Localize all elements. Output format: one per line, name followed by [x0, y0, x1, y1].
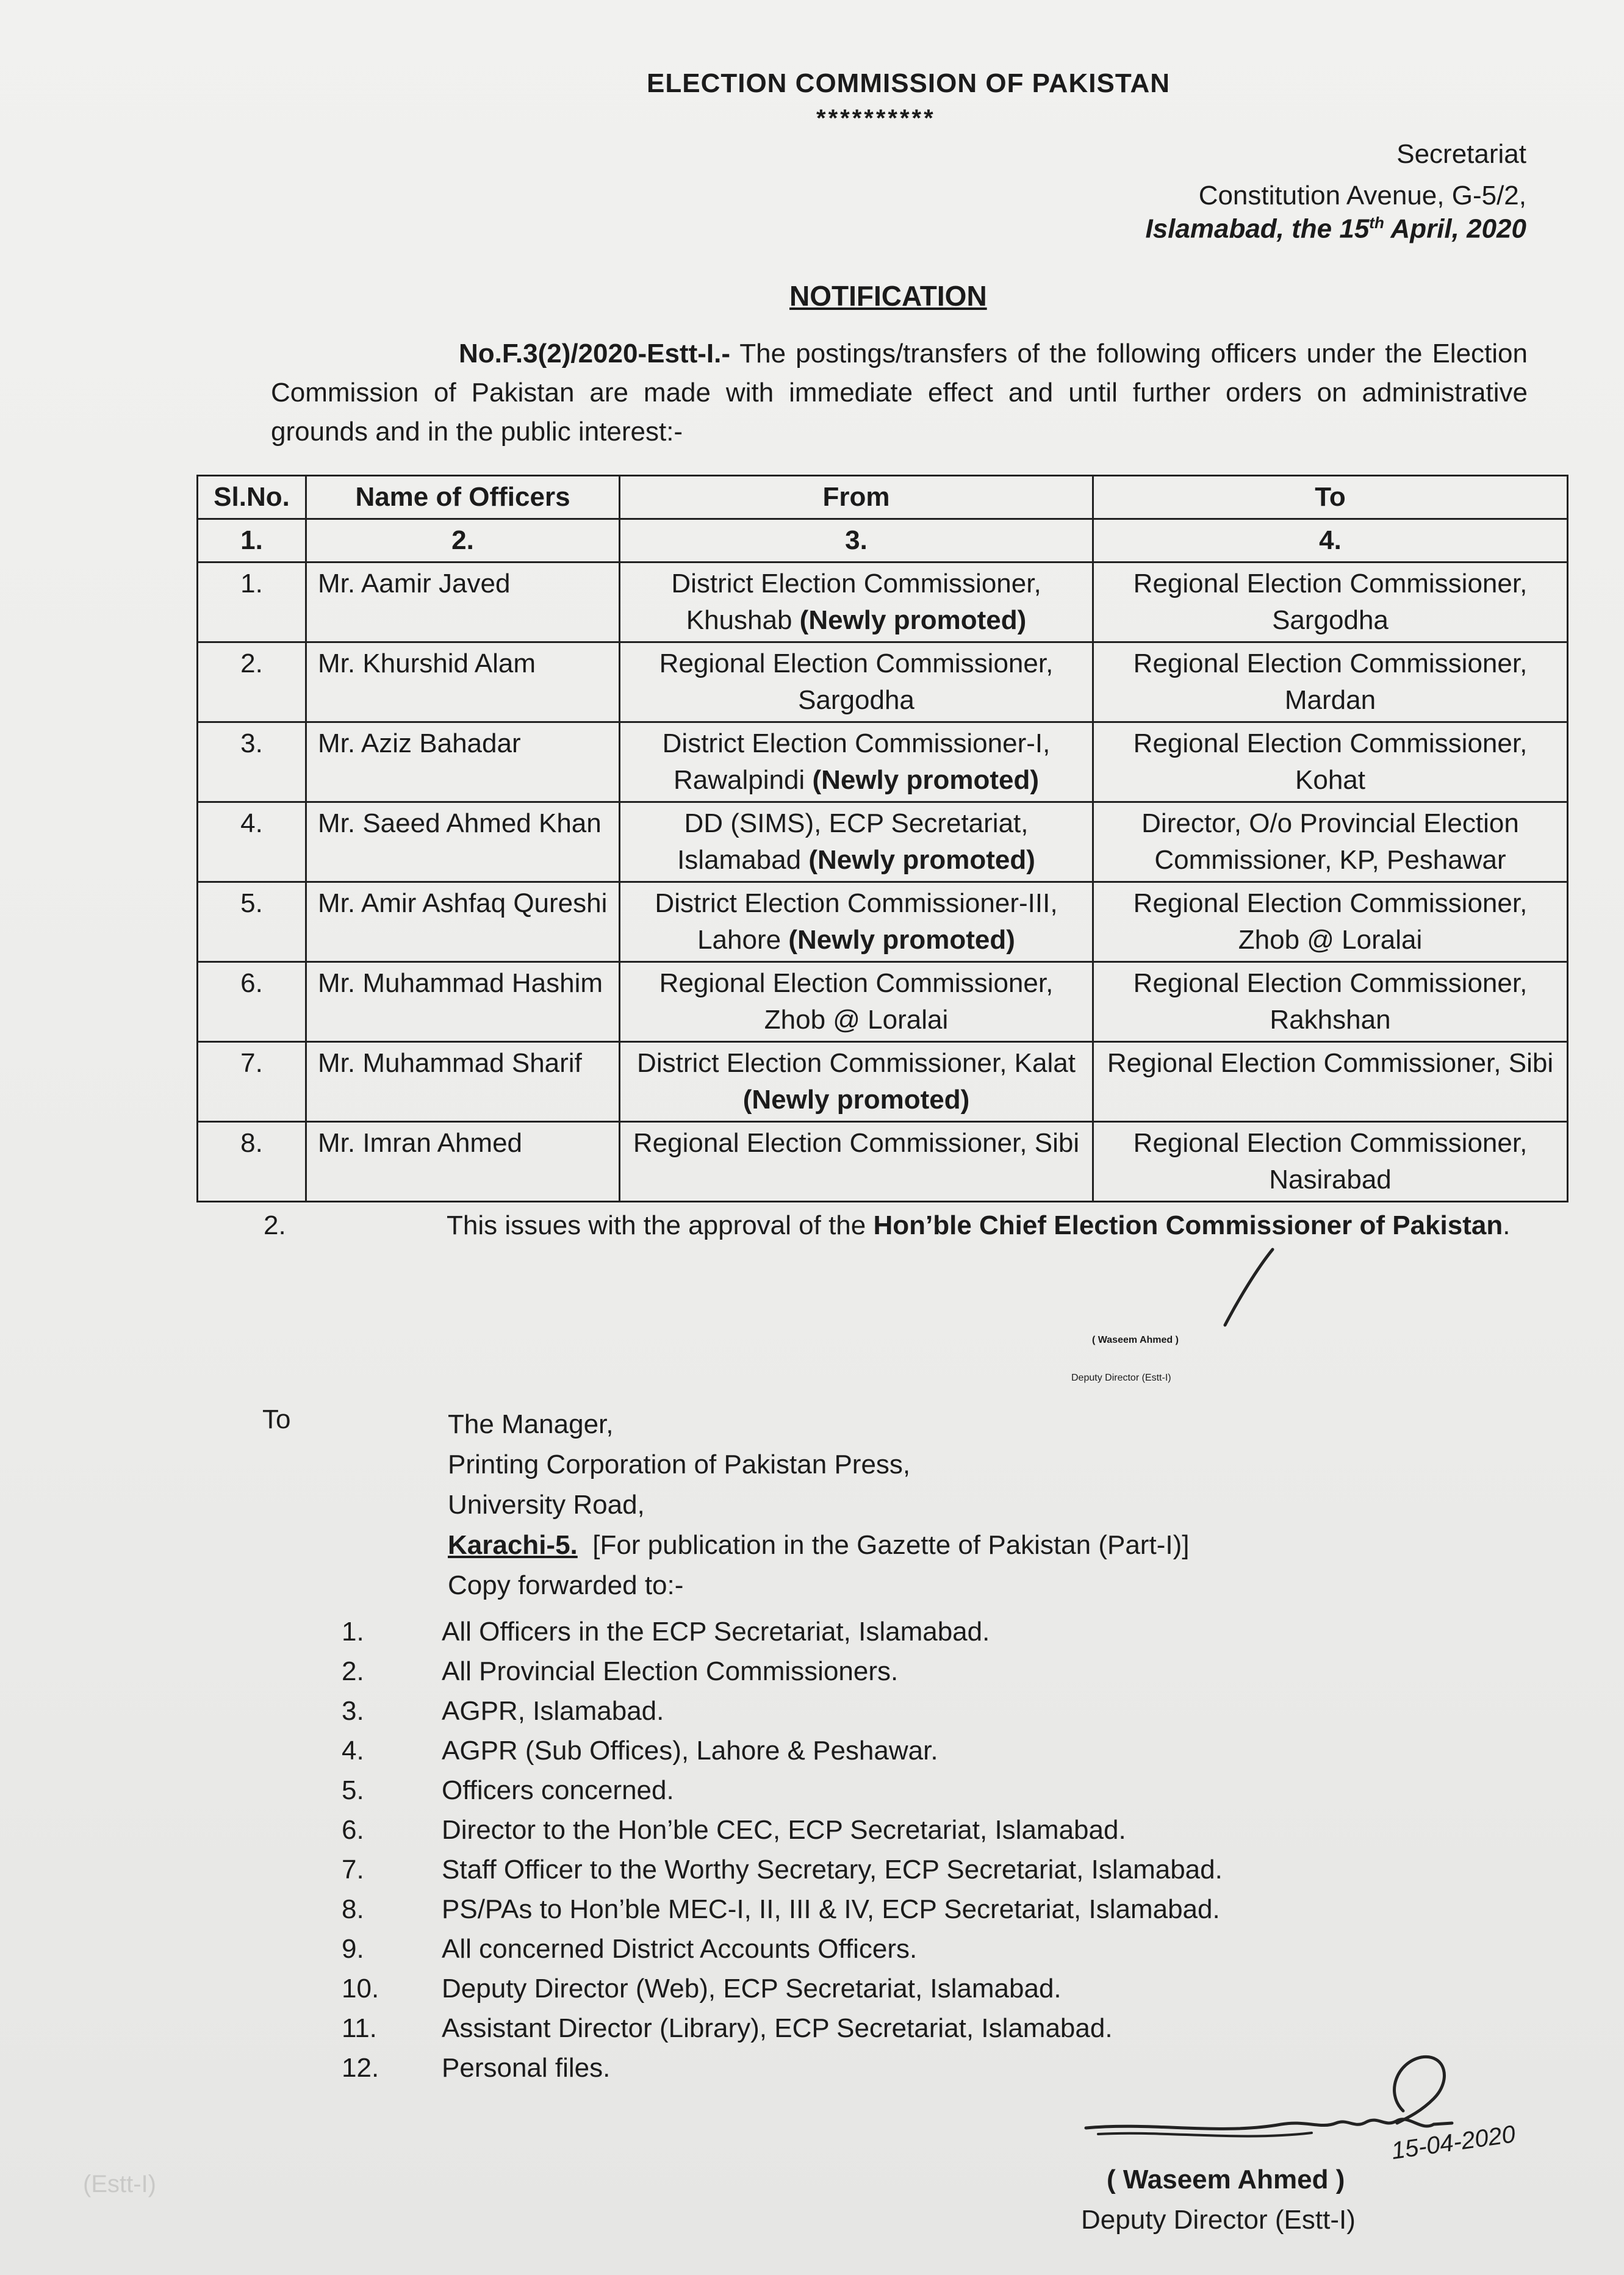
cell-from: [620, 1042, 1093, 1122]
list-item-number: 1.: [342, 1617, 364, 1647]
cell-from-text: DD (SIMS), ECP Secretariat, Islamabad: [677, 808, 1029, 875]
list-item: [342, 1850, 1223, 1889]
postings-table: [196, 475, 1568, 1202]
cell-officer-name-text: Mr. Imran Ahmed: [318, 1128, 523, 1158]
cell-sl-no-text: 2.: [240, 649, 263, 678]
cell-sl-no-text: 8.: [240, 1128, 263, 1158]
to-label: To: [262, 1404, 291, 1434]
list-item-number: 2.: [342, 1656, 364, 1686]
list-item-number: 12.: [342, 2053, 379, 2083]
signatory-designation-1: Deputy Director (Estt-I): [1071, 1373, 1171, 1383]
approval-paragraph: [264, 1207, 1532, 1245]
list-item-text: AGPR (Sub Offices), Lahore & Peshawar.: [442, 1736, 938, 1766]
cell-to: [1093, 882, 1568, 962]
approval-authority: Hon’ble Chief Election Commissioner of Pakistan: [873, 1210, 1503, 1240]
table-row: [198, 802, 1568, 882]
signatory-designation-2: Deputy Director (Estt-I): [1081, 2205, 1356, 2235]
cell-from: [620, 722, 1093, 802]
cell-sl-no-text: 7.: [240, 1048, 263, 1078]
cell-from-text: Regional Election Commissioner, Sargodha: [659, 649, 1054, 715]
recipient-line-3: University Road,: [448, 1490, 645, 1520]
list-item-number: 10.: [342, 1974, 379, 2004]
cell-sl-no: [198, 642, 306, 722]
cell-officer-name-text: Mr. Aziz Bahadar: [318, 728, 521, 758]
cell-sl-no-text: 1.: [240, 569, 263, 598]
cell-to-text: Regional Election Commissioner, Sibi: [1107, 1048, 1554, 1078]
cell-from-text: District Election Commissioner-III, Lahore: [655, 888, 1058, 955]
list-item-number: 11.: [342, 2013, 377, 2043]
cell-to: [1093, 1042, 1568, 1122]
table-body: [198, 562, 1568, 1202]
signature-date: 15-04-2020: [1389, 2120, 1517, 2165]
recipient-address: [448, 1404, 1189, 1606]
cell-officer-name-text: Mr. Muhammad Hashim: [318, 968, 603, 998]
approval-end: .: [1503, 1210, 1511, 1240]
newly-promoted-tag: (Newly promoted): [812, 765, 1040, 795]
list-item-number: 5.: [342, 1775, 364, 1805]
address-line-1: Secretariat: [1396, 139, 1526, 169]
list-item-text: Deputy Director (Web), ECP Secretariat, Islamabad.: [442, 1974, 1062, 2004]
copy-forward-list: [342, 1612, 1223, 2088]
list-item-number: 8.: [342, 1894, 364, 1924]
list-item: [342, 1889, 1223, 1929]
list-item: [342, 2008, 1223, 2048]
cell-to: [1093, 722, 1568, 802]
list-item-number: 3.: [342, 1696, 364, 1726]
cell-officer-name: [306, 642, 620, 722]
list-item-number: 9.: [342, 1934, 364, 1964]
cell-to: [1093, 802, 1568, 882]
cell-to-text: Regional Election Commissioner, Zhob @ Loralai: [1133, 888, 1528, 955]
recipient-line-1: The Manager,: [448, 1409, 614, 1439]
cell-sl-no-text: 5.: [240, 888, 263, 918]
cell-sl-no-text: 3.: [240, 728, 263, 758]
cell-to-text: Regional Election Commissioner, Mardan: [1133, 649, 1528, 715]
header-num-3: 3.: [620, 519, 1093, 562]
list-item: [342, 1691, 1223, 1731]
newly-promoted-tag: (Newly promoted): [799, 605, 1027, 635]
cell-to-text: Regional Election Commissioner, Kohat: [1133, 728, 1528, 795]
cell-officer-name: [306, 882, 620, 962]
intro-text: The postings/transfers of the following officers under the Election Commission of Pakistan are made with immediate effect and until further orders on administrative grounds and in the public interest:-: [271, 339, 1528, 447]
date-line: [1145, 214, 1526, 245]
list-item-text: All Officers in the ECP Secretariat, Islamabad.: [442, 1617, 990, 1647]
list-item: [342, 1810, 1223, 1850]
table-row: [198, 962, 1568, 1042]
cell-from: [620, 962, 1093, 1042]
header-sl-no: Sl.No.: [198, 476, 306, 519]
list-item: [342, 1770, 1223, 1810]
date-suffix-sup: th: [1369, 214, 1384, 232]
cell-officer-name-text: Mr. Aamir Javed: [318, 569, 511, 598]
table-header-row: [198, 476, 1568, 519]
cell-officer-name-text: Mr. Amir Ashfaq Qureshi: [318, 888, 608, 918]
table-row: [198, 882, 1568, 962]
signature-mark-1: [1214, 1245, 1281, 1330]
table-row: [198, 1122, 1568, 1202]
recipient-line-2: Printing Corporation of Pakistan Press,: [448, 1450, 911, 1479]
cell-to-text: Regional Election Commissioner, Sargodha: [1133, 569, 1528, 635]
list-item-number: 4.: [342, 1736, 364, 1766]
table-row: [198, 642, 1568, 722]
header-to: To: [1093, 476, 1568, 519]
cell-sl-no: [198, 1122, 306, 1202]
reference-number: No.F.3(2)/2020-Estt-I.-: [459, 339, 730, 368]
cell-officer-name: [306, 562, 620, 642]
list-item: [342, 1969, 1223, 2008]
date-suffix: April, 2020: [1384, 214, 1526, 244]
list-item: [342, 1731, 1223, 1770]
cell-from-text: District Election Commissioner, Kalat: [637, 1048, 1076, 1078]
cell-sl-no: [198, 962, 306, 1042]
newly-promoted-tag: (Newly promoted): [742, 1085, 970, 1115]
cell-sl-no: [198, 882, 306, 962]
cell-officer-name-text: Mr. Muhammad Sharif: [318, 1048, 582, 1078]
table-row: [198, 722, 1568, 802]
cell-officer-name-text: Mr. Saeed Ahmed Khan: [318, 808, 602, 838]
list-item-number: 6.: [342, 1815, 364, 1845]
list-item-text: Staff Officer to the Worthy Secretary, ECP Secretariat, Islamabad.: [442, 1855, 1223, 1885]
list-item-text: All Provincial Election Commissioners.: [442, 1656, 899, 1686]
cell-to: [1093, 962, 1568, 1042]
cell-sl-no: [198, 562, 306, 642]
table-row: [198, 1042, 1568, 1122]
header-num-4: 4.: [1093, 519, 1568, 562]
recipient-city: Karachi-5.: [448, 1530, 578, 1560]
list-item-text: All concerned District Accounts Officers.: [442, 1934, 918, 1964]
cell-from-text: Regional Election Commissioner, Sibi: [633, 1128, 1080, 1158]
date-prefix: Islamabad, the 15: [1145, 214, 1370, 244]
list-item: [342, 1651, 1223, 1691]
cell-sl-no: [198, 722, 306, 802]
header-num-2: 2.: [306, 519, 620, 562]
list-item-text: Director to the Hon’ble CEC, ECP Secretariat, Islamabad.: [442, 1815, 1126, 1845]
list-item-number: 7.: [342, 1855, 364, 1885]
cell-to-text: Director, O/o Provincial Election Commissioner, KP, Peshawar: [1141, 808, 1519, 875]
approval-text: This issues with the approval of the: [447, 1210, 874, 1240]
copy-forwarded-label: Copy forwarded to:-: [448, 1570, 684, 1600]
faded-bleed-text: (Estt-I): [83, 2171, 156, 2198]
cell-from-text: District Election Commissioner-I, Rawalpindi: [662, 728, 1051, 795]
organization-heading: ELECTION COMMISSION OF PAKISTAN: [647, 68, 1171, 98]
publication-note: [For publication in the Gazette of Pakistan (Part-I)]: [577, 1530, 1190, 1560]
cell-to-text: Regional Election Commissioner, Rakhshan: [1133, 968, 1528, 1035]
cell-officer-name: [306, 1122, 620, 1202]
recipient-line-4: [448, 1525, 1189, 1565]
cell-officer-name: [306, 962, 620, 1042]
approval-number: 2.: [264, 1210, 286, 1240]
newly-promoted-tag: (Newly promoted): [788, 925, 1015, 955]
cell-sl-no-text: 6.: [240, 968, 263, 998]
intro-paragraph: [271, 334, 1528, 451]
list-item-text: Officers concerned.: [442, 1775, 674, 1805]
list-item-text: Assistant Director (Library), ECP Secretariat, Islamabad.: [442, 2013, 1113, 2043]
cell-to: [1093, 642, 1568, 722]
header-from: From: [620, 476, 1093, 519]
cell-to: [1093, 562, 1568, 642]
list-item-text: Personal files.: [442, 2053, 611, 2083]
cell-from: [620, 562, 1093, 642]
list-item-text: PS/PAs to Hon’ble MEC-I, II, III & IV, ECP Secretariat, Islamabad.: [442, 1894, 1220, 1924]
header-num-1: 1.: [198, 519, 306, 562]
cell-from: [620, 882, 1093, 962]
cell-to-text: Regional Election Commissioner, Nasirabad: [1133, 1128, 1528, 1195]
cell-from-text: District Election Commissioner, Khushab: [671, 569, 1041, 635]
table-row: [198, 562, 1568, 642]
address-line-2: Constitution Avenue, G-5/2,: [1198, 181, 1526, 210]
cell-from-text: Regional Election Commissioner, Zhob @ Loralai: [659, 968, 1054, 1035]
cell-sl-no: [198, 802, 306, 882]
cell-officer-name-text: Mr. Khurshid Alam: [318, 649, 536, 678]
cell-officer-name: [306, 1042, 620, 1122]
cell-from: [620, 642, 1093, 722]
list-item: [342, 1612, 1223, 1651]
cell-officer-name: [306, 802, 620, 882]
cell-from: [620, 1122, 1093, 1202]
signatory-name-1: ( Waseem Ahmed ): [1092, 1335, 1179, 1345]
heading-stars: **********: [816, 105, 936, 132]
notification-title: NOTIFICATION: [789, 280, 987, 312]
cell-to: [1093, 1122, 1568, 1202]
list-item: [342, 1929, 1223, 1969]
list-item-text: AGPR, Islamabad.: [442, 1696, 664, 1726]
cell-officer-name: [306, 722, 620, 802]
table-header-number-row: [198, 519, 1568, 562]
newly-promoted-tag: (Newly promoted): [808, 845, 1035, 875]
signatory-name-2: ( Waseem Ahmed ): [1107, 2165, 1345, 2194]
cell-from: [620, 802, 1093, 882]
cell-sl-no-text: 4.: [240, 808, 263, 838]
cell-sl-no: [198, 1042, 306, 1122]
header-name: Name of Officers: [306, 476, 620, 519]
